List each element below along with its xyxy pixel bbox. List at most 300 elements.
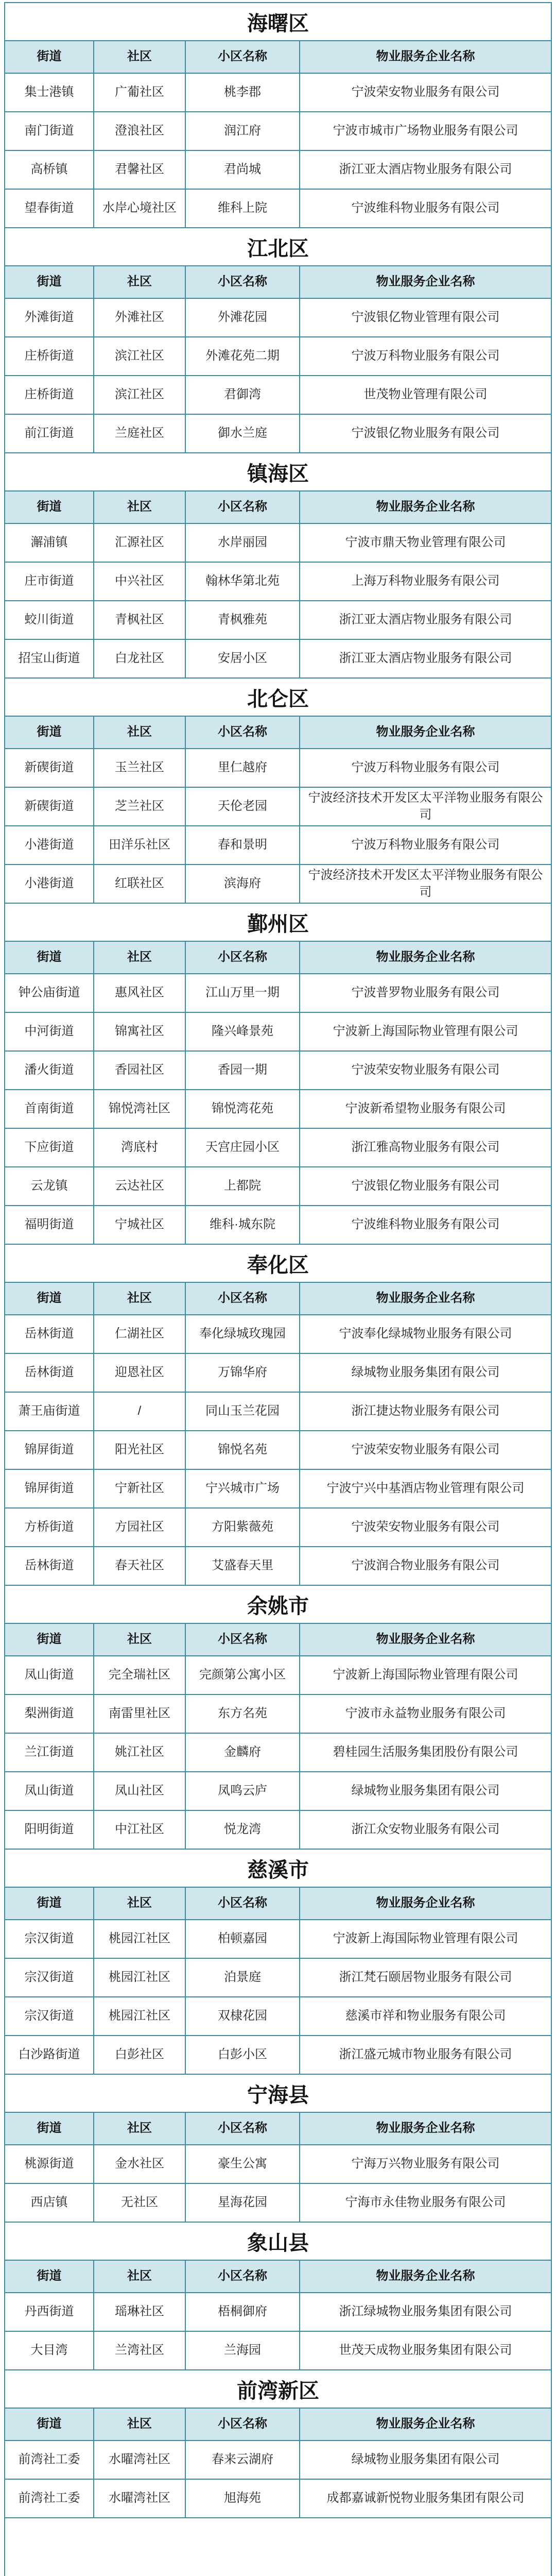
cell-street: 潘火街道 (5, 1051, 94, 1090)
district-title: 江北区 (5, 228, 551, 266)
cell-neighborhood: 桃李郡 (185, 73, 300, 112)
cell-community: 南雷里社区 (94, 1694, 185, 1733)
cell-neighborhood: 奉化绿城玫瑰园 (185, 1315, 300, 1353)
header-community: 社区 (94, 492, 185, 523)
cell-community: 无社区 (94, 2183, 185, 2222)
header-neighborhood: 小区名称 (185, 41, 300, 73)
cell-street: 首南街道 (5, 1090, 94, 1128)
cell-company: 宁波市城市广场物业服务有限公司 (300, 112, 551, 150)
cell-neighborhood: 泊景庭 (185, 1958, 300, 1997)
header-company: 物业服务企业名称 (300, 1283, 551, 1315)
cell-neighborhood: 里仁越府 (185, 749, 300, 787)
table-row (5, 1958, 551, 1997)
table-row (5, 1090, 551, 1128)
table-row (5, 1772, 551, 1810)
cell-community: 兰庭社区 (94, 414, 185, 453)
cell-neighborhood: 上都院 (185, 1167, 300, 1206)
cell-neighborhood: 水岸丽园 (185, 523, 300, 562)
table-header-row (5, 2409, 551, 2441)
cell-street: 集士港镇 (5, 73, 94, 112)
cell-street: 云龙镇 (5, 1167, 94, 1206)
cell-community: 惠风社区 (94, 974, 185, 1012)
header-neighborhood: 小区名称 (185, 942, 300, 974)
table-row (5, 562, 551, 601)
district-table (5, 717, 551, 904)
cell-community: 澄浪社区 (94, 112, 185, 150)
cell-neighborhood: 润江府 (185, 112, 300, 150)
district-section (5, 2075, 551, 2223)
cell-community: 锦寓社区 (94, 1012, 185, 1051)
cell-community: 兰湾社区 (94, 2331, 185, 2370)
header-community: 社区 (94, 942, 185, 974)
cell-neighborhood: 君尚城 (185, 150, 300, 189)
district-table (5, 1624, 551, 1850)
cell-street: 兰江街道 (5, 1733, 94, 1772)
cell-company: 浙江绿城物业服务集团有限公司 (300, 2293, 551, 2331)
cell-company: 慈溪市祥和物业服务有限公司 (300, 1997, 551, 2036)
cell-street: 前江街道 (5, 414, 94, 453)
cell-company: 世茂物业管理有限公司 (300, 376, 551, 414)
cell-neighborhood: 星海花园 (185, 2183, 300, 2222)
cell-company: 绿城物业服务集团有限公司 (300, 2441, 551, 2479)
table-row (5, 639, 551, 678)
cell-street: 岳林街道 (5, 1315, 94, 1353)
district-table (5, 266, 551, 453)
table-row (5, 376, 551, 414)
cell-community: 凤山社区 (94, 1772, 185, 1810)
header-community: 社区 (94, 266, 185, 298)
cell-company: 碧桂园生活服务集团股份有限公司 (300, 1733, 551, 1772)
district-title: 宁海县 (5, 2075, 551, 2113)
header-neighborhood: 小区名称 (185, 266, 300, 298)
cell-company: 宁海万兴物业服务有限公司 (300, 2145, 551, 2183)
cell-street: 锦屏街道 (5, 1469, 94, 1508)
cell-community: 金水社区 (94, 2145, 185, 2183)
cell-company: 宁波新上海国际物业管理有限公司 (300, 1656, 551, 1694)
cell-neighborhood: 艾盛春天里 (185, 1547, 300, 1585)
table-row (5, 523, 551, 562)
header-community: 社区 (94, 1283, 185, 1315)
district-section (5, 2370, 551, 2518)
table-row (5, 1206, 551, 1244)
table-row (5, 337, 551, 376)
district-section (5, 1586, 551, 1850)
cell-street: 澥浦镇 (5, 523, 94, 562)
cell-street: 大目湾 (5, 2331, 94, 2370)
cell-community: 白龙社区 (94, 639, 185, 678)
cell-street: 下应街道 (5, 1128, 94, 1167)
cell-community: 锦悦湾社区 (94, 1090, 185, 1128)
table-row (5, 1012, 551, 1051)
header-community: 社区 (94, 1624, 185, 1656)
cell-company: 宁波新上海国际物业管理有限公司 (300, 1012, 551, 1051)
header-community: 社区 (94, 2409, 185, 2441)
cell-neighborhood: 宁兴城市广场 (185, 1469, 300, 1508)
cell-company: 宁波万科物业服务有限公司 (300, 826, 551, 865)
cell-neighborhood: 外滩花园 (185, 298, 300, 337)
cell-neighborhood: 金麟府 (185, 1733, 300, 1772)
table-row (5, 1508, 551, 1547)
header-street: 街道 (5, 1624, 94, 1656)
cell-company: 宁波荣安物业服务有限公司 (300, 1051, 551, 1090)
table-row (5, 1694, 551, 1733)
table-row (5, 601, 551, 639)
header-company: 物业服务企业名称 (300, 2113, 551, 2145)
header-company: 物业服务企业名称 (300, 942, 551, 974)
district-section (5, 2223, 551, 2370)
cell-company: 成都嘉诚新悦物业服务集团有限公司 (300, 2479, 551, 2518)
cell-company: 宁波银亿物业管理有限公司 (300, 298, 551, 337)
table-row (5, 1547, 551, 1585)
cell-neighborhood: 天伦老园 (185, 787, 300, 826)
cell-community: 迎恩社区 (94, 1353, 185, 1392)
cell-company: 宁波奉化绿城物业服务有限公司 (300, 1315, 551, 1353)
district-title: 北仑区 (5, 679, 551, 717)
cell-company: 宁波市永益物业服务有限公司 (300, 1694, 551, 1733)
table-row (5, 2441, 551, 2479)
cell-neighborhood: 柏顿嘉园 (185, 1920, 300, 1958)
table-row (5, 1315, 551, 1353)
district-title: 海曙区 (5, 3, 551, 41)
cell-company: 宁波荣安物业服务有限公司 (300, 1431, 551, 1469)
cell-street: 庄市街道 (5, 562, 94, 601)
cell-community: 芝兰社区 (94, 787, 185, 826)
cell-community: 中兴社区 (94, 562, 185, 601)
cell-street: 外滩街道 (5, 298, 94, 337)
cell-community: 滨江社区 (94, 337, 185, 376)
cell-neighborhood: 翰林华第北苑 (185, 562, 300, 601)
cell-neighborhood: 白彭小区 (185, 2036, 300, 2074)
cell-community: 玉兰社区 (94, 749, 185, 787)
district-section (5, 679, 551, 904)
cell-community: 仁湖社区 (94, 1315, 185, 1353)
cell-company: 浙江梵石颐居物业服务有限公司 (300, 1958, 551, 1997)
table-header-row (5, 492, 551, 523)
cell-neighborhood: 锦悦名苑 (185, 1431, 300, 1469)
table-row (5, 1128, 551, 1167)
table-row (5, 865, 551, 903)
header-neighborhood: 小区名称 (185, 2261, 300, 2293)
cell-company: 宁波银亿物业服务有限公司 (300, 414, 551, 453)
cell-company: 宁波荣安物业服务有限公司 (300, 1508, 551, 1547)
cell-community: 青枫社区 (94, 601, 185, 639)
cell-neighborhood: 方阳紫薇苑 (185, 1508, 300, 1547)
header-company: 物业服务企业名称 (300, 717, 551, 749)
cell-company: 宁波荣安物业服务有限公司 (300, 73, 551, 112)
cell-company: 绿城物业服务集团有限公司 (300, 1772, 551, 1810)
header-company: 物业服务企业名称 (300, 1888, 551, 1920)
cell-community: 湾底村 (94, 1128, 185, 1167)
table-row (5, 1051, 551, 1090)
cell-community: 桃园江社区 (94, 1958, 185, 1997)
header-community: 社区 (94, 2113, 185, 2145)
cell-street: 丹西街道 (5, 2293, 94, 2331)
cell-company: 绿城物业服务集团有限公司 (300, 1353, 551, 1392)
cell-community: 桃园江社区 (94, 1920, 185, 1958)
table-row (5, 1167, 551, 1206)
table-row (5, 749, 551, 787)
header-street: 街道 (5, 41, 94, 73)
cell-neighborhood: 维科上院 (185, 189, 300, 228)
table-header-row (5, 2261, 551, 2293)
cell-community: 瑶琳社区 (94, 2293, 185, 2331)
district-section (5, 3, 551, 228)
cell-company: 宁波万科物业服务有限公司 (300, 337, 551, 376)
table-row (5, 73, 551, 112)
district-title: 象山县 (5, 2223, 551, 2261)
cell-community: 中江社区 (94, 1810, 185, 1849)
table-header-row (5, 2113, 551, 2145)
cell-street: 小港街道 (5, 826, 94, 865)
table-row (5, 189, 551, 228)
table-header-row (5, 1624, 551, 1656)
cell-neighborhood: 锦悦湾花苑 (185, 1090, 300, 1128)
cell-street: 宗汉街道 (5, 1958, 94, 1997)
table-row (5, 1920, 551, 1958)
cell-community: / (94, 1392, 185, 1431)
cell-street: 新碶街道 (5, 749, 94, 787)
cell-street: 南门街道 (5, 112, 94, 150)
table-header-row (5, 1283, 551, 1315)
cell-street: 福明街道 (5, 1206, 94, 1244)
district-table (5, 41, 551, 228)
cell-neighborhood: 春来云湖府 (185, 2441, 300, 2479)
cell-company: 宁波银亿物业服务有限公司 (300, 1167, 551, 1206)
table-row (5, 2293, 551, 2331)
cell-community: 完全瑞社区 (94, 1656, 185, 1694)
cell-street: 中河街道 (5, 1012, 94, 1051)
table-row (5, 414, 551, 453)
district-table (5, 1888, 551, 2075)
cell-community: 汇源社区 (94, 523, 185, 562)
cell-neighborhood: 万锦华府 (185, 1353, 300, 1392)
cell-street: 萧王庙街道 (5, 1392, 94, 1431)
cell-neighborhood: 御水兰庭 (185, 414, 300, 453)
cell-company: 宁海市永佳物业服务有限公司 (300, 2183, 551, 2222)
cell-neighborhood: 完颜第公寓小区 (185, 1656, 300, 1694)
cell-community: 宁城社区 (94, 1206, 185, 1244)
table-row (5, 787, 551, 826)
cell-neighborhood: 江山万里一期 (185, 974, 300, 1012)
cell-community: 广葡社区 (94, 73, 185, 112)
cell-company: 宁波新希望物业服务有限公司 (300, 1090, 551, 1128)
district-title: 慈溪市 (5, 1850, 551, 1888)
header-neighborhood: 小区名称 (185, 2409, 300, 2441)
cell-company: 宁波维科物业服务有限公司 (300, 189, 551, 228)
cell-community: 阳光社区 (94, 1431, 185, 1469)
district-title: 前湾新区 (5, 2370, 551, 2409)
cell-neighborhood: 安居小区 (185, 639, 300, 678)
district-title: 余姚市 (5, 1586, 551, 1624)
cell-community: 水曜湾社区 (94, 2479, 185, 2518)
header-company: 物业服务企业名称 (300, 266, 551, 298)
header-company: 物业服务企业名称 (300, 2409, 551, 2441)
cell-street: 梨洲街道 (5, 1694, 94, 1733)
district-title: 奉化区 (5, 1245, 551, 1283)
cell-street: 庄桥街道 (5, 337, 94, 376)
header-company: 物业服务企业名称 (300, 41, 551, 73)
cell-street: 宗汉街道 (5, 1920, 94, 1958)
header-street: 街道 (5, 1888, 94, 1920)
header-street: 街道 (5, 492, 94, 523)
cell-street: 方桥街道 (5, 1508, 94, 1547)
district-table (5, 492, 551, 679)
district-table (5, 2113, 551, 2223)
table-row (5, 1431, 551, 1469)
cell-street: 凤山街道 (5, 1772, 94, 1810)
header-street: 街道 (5, 2409, 94, 2441)
district-section (5, 904, 551, 1245)
cell-company: 浙江亚太酒店物业服务有限公司 (300, 601, 551, 639)
cell-community: 香园社区 (94, 1051, 185, 1090)
table-row (5, 2479, 551, 2518)
cell-company: 宁波万科物业服务有限公司 (300, 749, 551, 787)
header-neighborhood: 小区名称 (185, 717, 300, 749)
table-row (5, 1733, 551, 1772)
cell-street: 庄桥街道 (5, 376, 94, 414)
cell-company: 上海万科物业服务有限公司 (300, 562, 551, 601)
cell-street: 桃源街道 (5, 2145, 94, 2183)
table-row (5, 1810, 551, 1849)
cell-street: 前湾社工委 (5, 2441, 94, 2479)
cell-community: 桃园江社区 (94, 1997, 185, 2036)
cell-neighborhood: 梧桐御府 (185, 2293, 300, 2331)
cell-street: 宗汉街道 (5, 1997, 94, 2036)
cell-community: 方园社区 (94, 1508, 185, 1547)
cell-company: 浙江捷达物业服务有限公司 (300, 1392, 551, 1431)
cell-neighborhood: 豪生公寓 (185, 2145, 300, 2183)
header-street: 街道 (5, 266, 94, 298)
cell-neighborhood: 隆兴峰景苑 (185, 1012, 300, 1051)
header-neighborhood: 小区名称 (185, 1888, 300, 1920)
district-title: 鄞州区 (5, 904, 551, 942)
table-row (5, 2145, 551, 2183)
cell-neighborhood: 悦龙湾 (185, 1810, 300, 1849)
cell-company: 宁波润合物业服务有限公司 (300, 1547, 551, 1585)
table-header-row (5, 266, 551, 298)
table-header-row (5, 1888, 551, 1920)
cell-neighborhood: 滨海府 (185, 865, 300, 903)
table-row (5, 1469, 551, 1508)
cell-street: 望春街道 (5, 189, 94, 228)
cell-community: 君馨社区 (94, 150, 185, 189)
table-row (5, 826, 551, 865)
cell-street: 蛟川街道 (5, 601, 94, 639)
table-header-row (5, 942, 551, 974)
table-row (5, 150, 551, 189)
header-community: 社区 (94, 41, 185, 73)
cell-community: 滨江社区 (94, 376, 185, 414)
table-row (5, 2036, 551, 2074)
cell-neighborhood: 青枫雅苑 (185, 601, 300, 639)
cell-neighborhood: 春和景明 (185, 826, 300, 865)
cell-street: 岳林街道 (5, 1547, 94, 1585)
cell-community: 红联社区 (94, 865, 185, 903)
cell-community: 云达社区 (94, 1167, 185, 1206)
district-table (5, 2409, 551, 2518)
header-neighborhood: 小区名称 (185, 492, 300, 523)
cell-neighborhood: 君御湾 (185, 376, 300, 414)
cell-neighborhood: 香园一期 (185, 1051, 300, 1090)
cell-street: 高桥镇 (5, 150, 94, 189)
cell-neighborhood: 兰海园 (185, 2331, 300, 2370)
table-row (5, 1656, 551, 1694)
district-section (5, 1850, 551, 2075)
header-company: 物业服务企业名称 (300, 2261, 551, 2293)
cell-street: 锦屏街道 (5, 1431, 94, 1469)
table-row (5, 2183, 551, 2222)
table-row (5, 1997, 551, 2036)
table-row (5, 974, 551, 1012)
cell-company: 宁波经济技术开发区太平洋物业服务有限公司 (300, 787, 551, 826)
cell-street: 西店镇 (5, 2183, 94, 2222)
cell-community: 水曜湾社区 (94, 2441, 185, 2479)
district-table (5, 2261, 551, 2370)
district-section (5, 228, 551, 453)
cell-neighborhood: 维科·城东院 (185, 1206, 300, 1244)
cell-street: 新碶街道 (5, 787, 94, 826)
table-header-row (5, 717, 551, 749)
header-street: 街道 (5, 717, 94, 749)
cell-neighborhood: 双棣花园 (185, 1997, 300, 2036)
header-street: 街道 (5, 1283, 94, 1315)
cell-neighborhood: 凤鸣云庐 (185, 1772, 300, 1810)
header-neighborhood: 小区名称 (185, 2113, 300, 2145)
cell-company: 浙江亚太酒店物业服务有限公司 (300, 150, 551, 189)
district-title: 镇海区 (5, 453, 551, 492)
header-community: 社区 (94, 717, 185, 749)
cell-community: 水岸心境社区 (94, 189, 185, 228)
cell-street: 白沙路街道 (5, 2036, 94, 2074)
cell-community: 白彭社区 (94, 2036, 185, 2074)
cell-company: 宁波维科物业服务有限公司 (300, 1206, 551, 1244)
district-section (5, 1245, 551, 1586)
cell-street: 岳林街道 (5, 1353, 94, 1392)
cell-company: 浙江盛元城市物业服务有限公司 (300, 2036, 551, 2074)
cell-street: 阳明街道 (5, 1810, 94, 1849)
header-neighborhood: 小区名称 (185, 1283, 300, 1315)
cell-street: 钟公庙街道 (5, 974, 94, 1012)
cell-company: 世茂天成物业服务集团有限公司 (300, 2331, 551, 2370)
cell-community: 姚江社区 (94, 1733, 185, 1772)
cell-community: 田洋乐社区 (94, 826, 185, 865)
property-service-table (4, 2, 552, 2576)
cell-company: 宁波经济技术开发区太平洋物业服务有限公司 (300, 865, 551, 903)
cell-street: 凤山街道 (5, 1656, 94, 1694)
cell-company: 浙江亚太酒店物业服务有限公司 (300, 639, 551, 678)
table-row (5, 1353, 551, 1392)
header-community: 社区 (94, 1888, 185, 1920)
cell-company: 浙江雅高物业服务有限公司 (300, 1128, 551, 1167)
table-header-row (5, 41, 551, 73)
cell-neighborhood: 东方名苑 (185, 1694, 300, 1733)
header-company: 物业服务企业名称 (300, 492, 551, 523)
table-row (5, 112, 551, 150)
district-table (5, 942, 551, 1245)
cell-community: 外滩社区 (94, 298, 185, 337)
cell-neighborhood: 同山玉兰花园 (185, 1392, 300, 1431)
cell-neighborhood: 外滩花苑二期 (185, 337, 300, 376)
cell-company: 宁波普罗物业服务有限公司 (300, 974, 551, 1012)
cell-company: 宁波市鼎天物业管理有限公司 (300, 523, 551, 562)
table-row (5, 298, 551, 337)
cell-street: 前湾社工委 (5, 2479, 94, 2518)
table-row (5, 1392, 551, 1431)
table-row (5, 2331, 551, 2370)
cell-company: 浙江众安物业服务有限公司 (300, 1810, 551, 1849)
cell-neighborhood: 天宫庄园小区 (185, 1128, 300, 1167)
district-section (5, 453, 551, 679)
